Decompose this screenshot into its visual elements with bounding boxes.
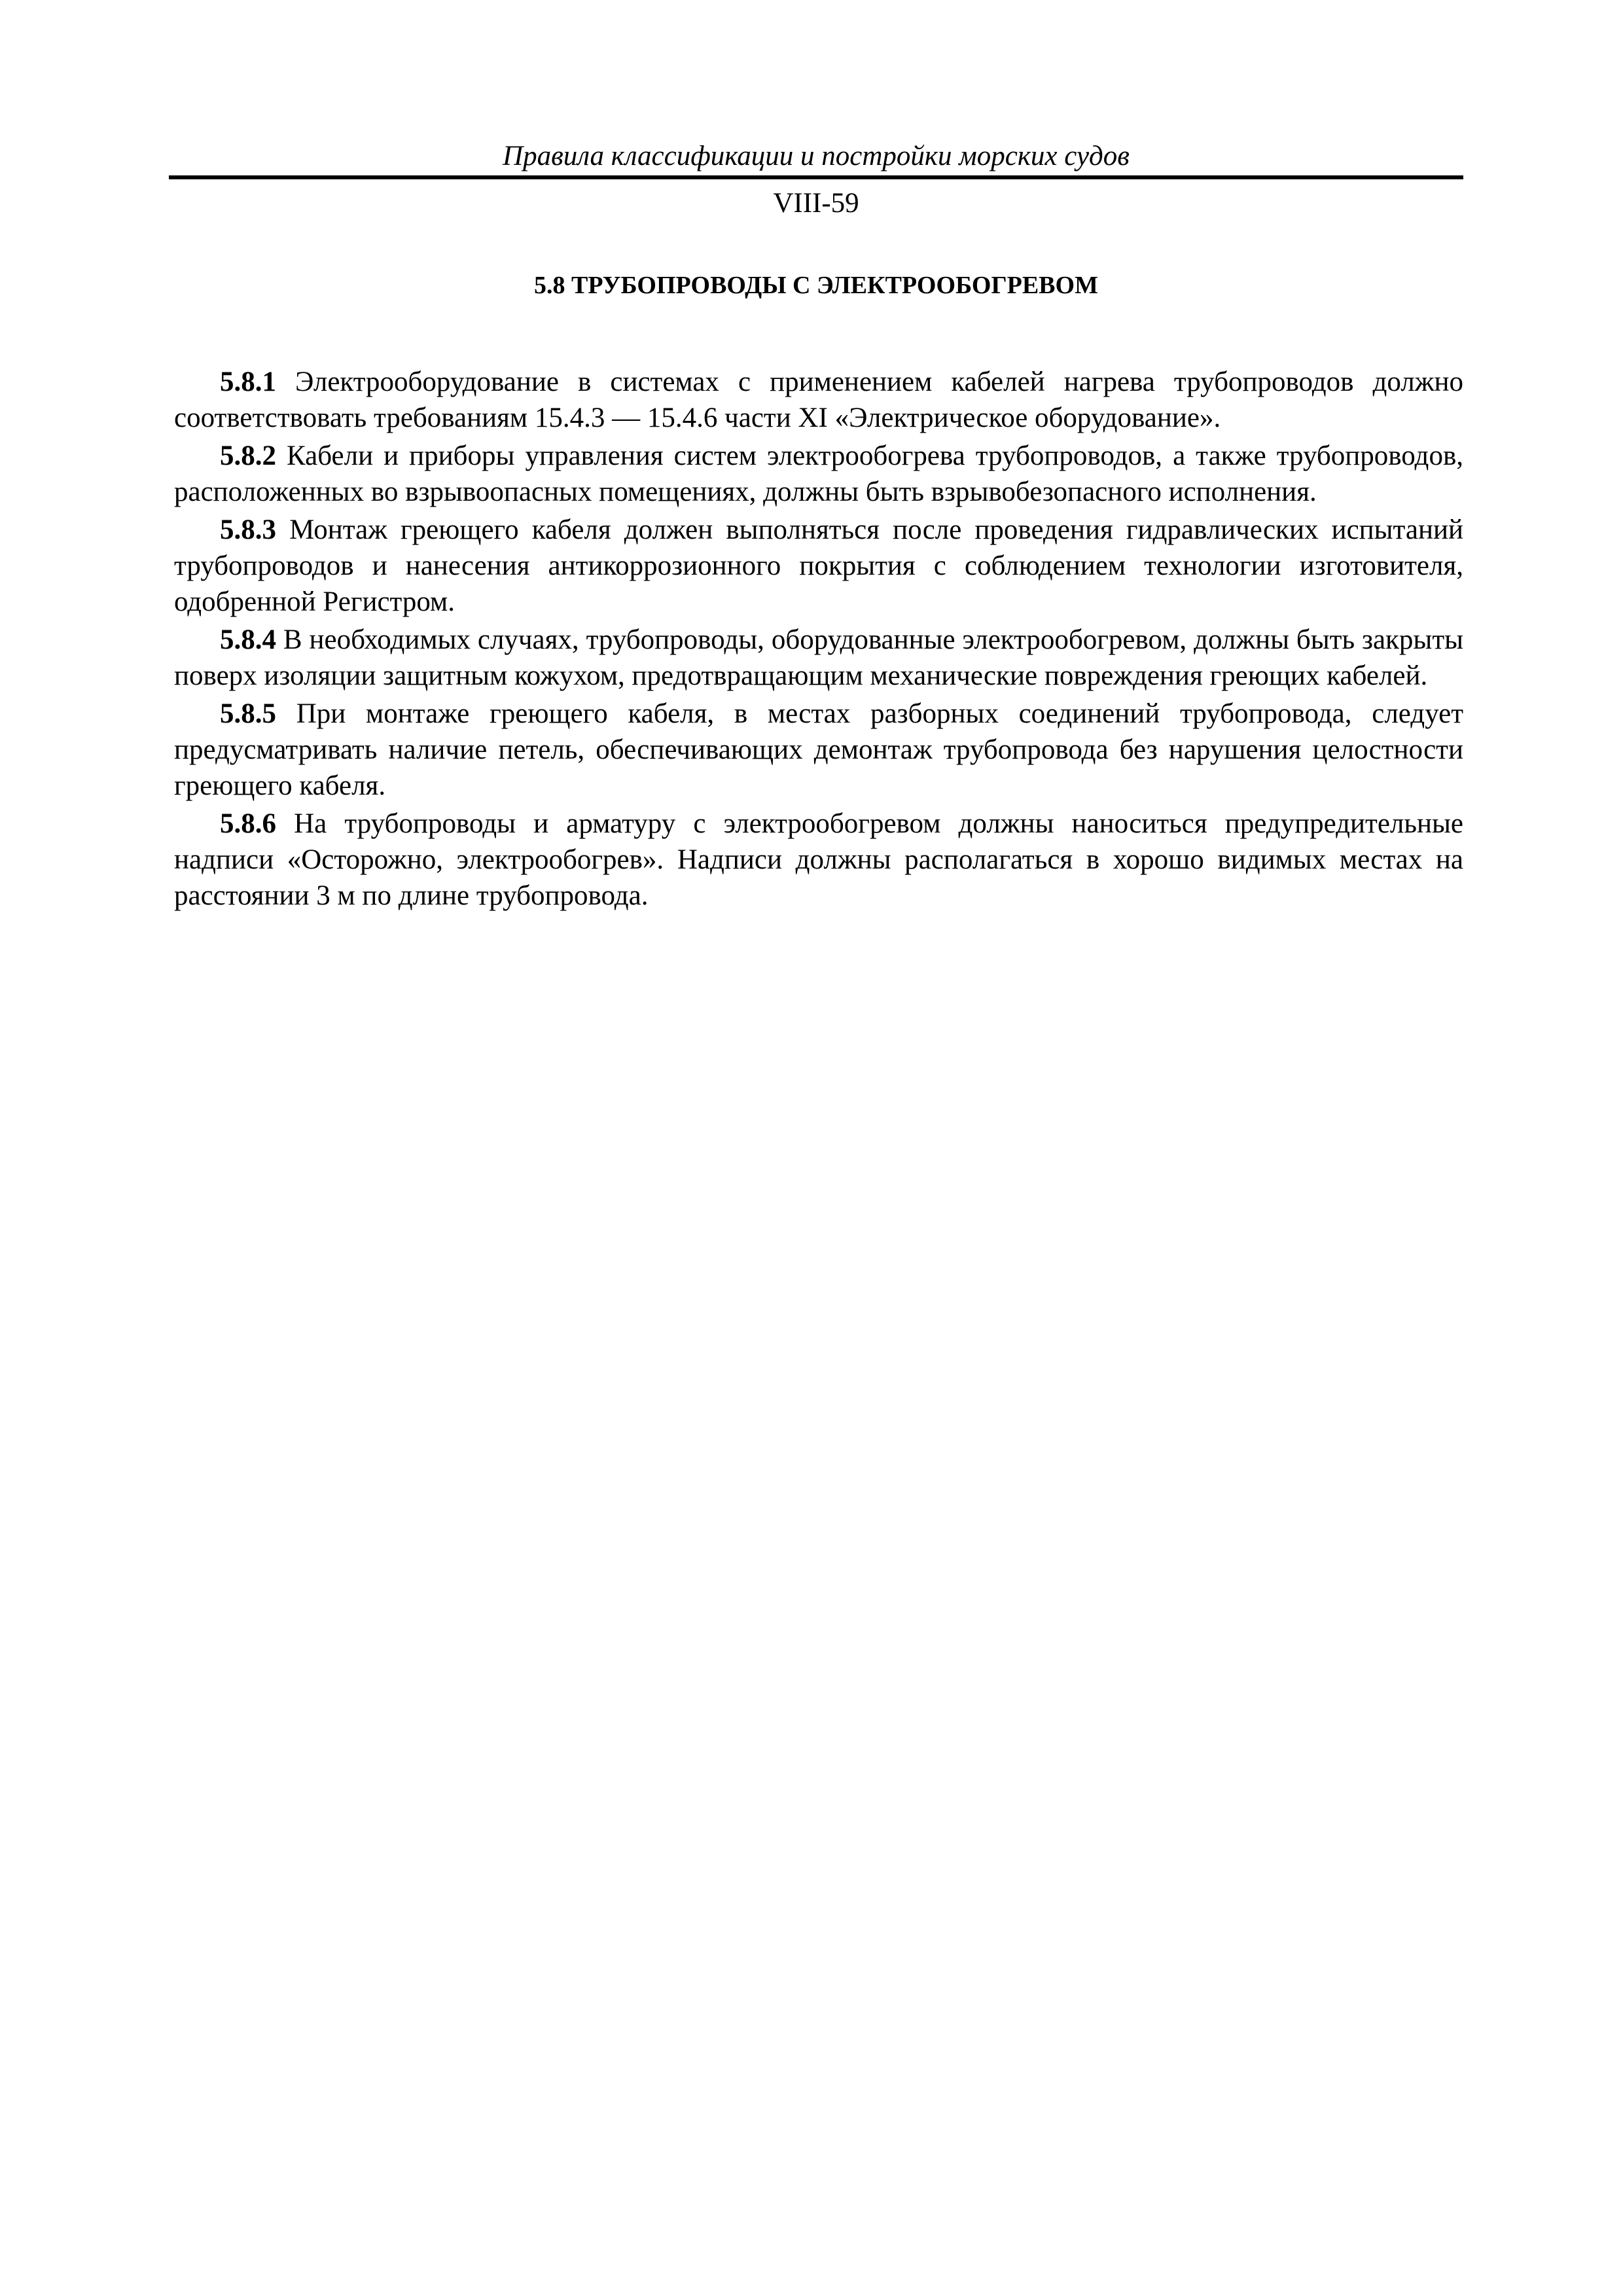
paragraph-5-8-6 — [174, 806, 1463, 914]
paragraph-number: 5.8.2 — [220, 440, 276, 471]
paragraph-number: 5.8.1 — [220, 367, 276, 397]
paragraph-5-8-1 — [174, 364, 1463, 436]
paragraph-number: 5.8.4 — [220, 624, 276, 655]
paragraph-text: Кабели и приборы управления систем электрообогрева трубопроводов, а также трубопроводов, расположенных во взрывоопасных помещениях, должны быть взрывобезопасного исполнения. — [174, 440, 1463, 507]
paragraph-5-8-3 — [174, 512, 1463, 620]
paragraph-number: 5.8.6 — [220, 808, 276, 839]
header-rule — [169, 175, 1463, 179]
paragraph-5-8-4 — [174, 622, 1463, 694]
paragraph-text: Электрооборудование в системах с применением кабелей нагрева трубопроводов должно соответствовать требованиям 15.4.3 — 15.4.6 части XI «Электрическое оборудование». — [174, 367, 1463, 433]
paragraph-text: При монтаже греющего кабеля, в местах разборных соединений трубопровода, следует предусматривать наличие петель, обеспечивающих демонтаж трубопровода без нарушения целостности греющего кабеля. — [174, 698, 1463, 801]
paragraph-text: На трубопроводы и арматуру с электрообогревом должны наноситься предупредительные надписи «Осторожно, электрообогрев». Надписи должны располагаться в хорошо видимых местах на расстоянии 3 м по длине трубопровода. — [174, 808, 1463, 911]
paragraph-5-8-5 — [174, 696, 1463, 804]
section-heading: 5.8 ТРУБОПРОВОДЫ С ЭЛЕКТРООБОГРЕВОМ — [534, 272, 1098, 299]
paragraph-text: Монтаж греющего кабеля должен выполняться после проведения гидравлических испытаний трубопроводов и нанесения антикоррозионного покрытия с соблюдением технологии изготовителя, одобренной Регистром. — [174, 514, 1463, 617]
body-text — [174, 364, 1463, 916]
paragraph-5-8-2 — [174, 438, 1463, 510]
paragraph-text: В необходимых случаях, трубопроводы, оборудованные электрообогревом, должны быть закрыты поверх изоляции защитным кожухом, предотвращающим механические повреждения греющих кабелей. — [174, 624, 1463, 691]
paragraph-number: 5.8.5 — [220, 698, 276, 729]
paragraph-number: 5.8.3 — [220, 514, 276, 545]
running-header-title: Правила классификации и постройки морских судов — [503, 141, 1130, 171]
page-number: VIII-59 — [773, 188, 859, 219]
